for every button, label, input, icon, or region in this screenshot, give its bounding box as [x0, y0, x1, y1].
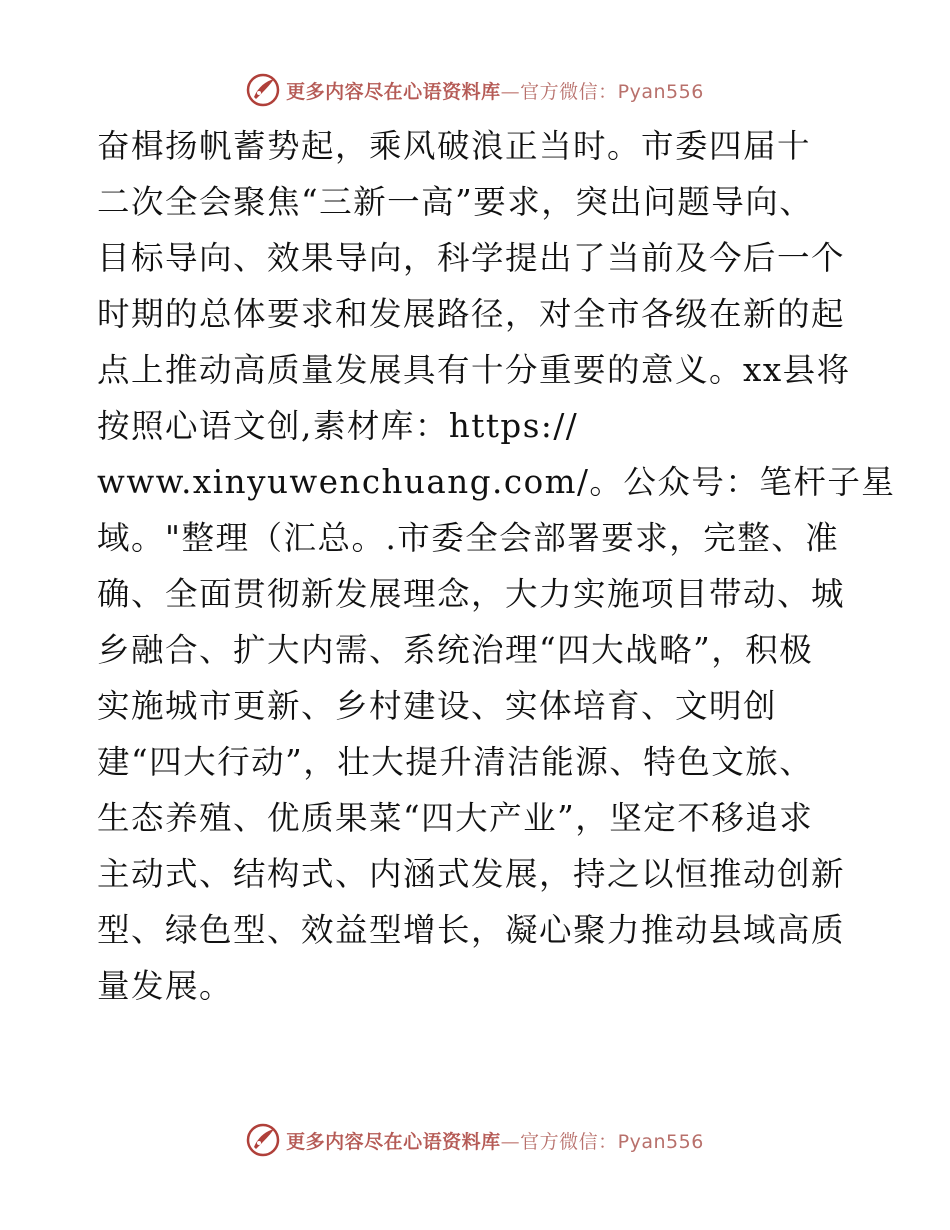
body-line: 域。"整理（汇总。.市委全会部署要求，完整、准 [97, 519, 840, 557]
footer-text [286, 1127, 704, 1154]
body-line: 主动式、结构式、内涵式发展，持之以恒推动创新 [97, 855, 846, 893]
body-line: 时期的总体要求和发展路径，对全市各级在新的起 [97, 295, 846, 333]
body-line: 实施城市更新、乡村建设、实体培育、文明创 [97, 687, 778, 725]
body-line: 量发展。 [97, 967, 234, 1005]
header-separator: — [500, 80, 521, 103]
article-body [97, 118, 896, 1014]
body-line: www.xinyuwenchuang.com/。公众号：笔杆子星 [97, 463, 896, 501]
footer-wechat: 官方微信：Pyan556 [520, 1130, 704, 1153]
body-line: 生态养殖、优质果菜“四大产业”，坚定不移追求 [97, 799, 814, 837]
body-line: 乡融合、扩大内需、系统治理“四大战略”，积极 [97, 631, 814, 669]
body-line: 点上推动高质量发展具有十分重要的意义。xx县将 [97, 351, 851, 389]
body-line: 型、绿色型、效益型增长，凝心聚力推动县域高质 [97, 911, 846, 949]
footer-banner [0, 1120, 950, 1160]
body-line: 奋楫扬帆蓄势起，乘风破浪正当时。市委四届十 [97, 127, 812, 165]
header-text [286, 77, 704, 104]
footer-separator: — [500, 1130, 521, 1153]
body-line: 二次全会聚焦“三新一高”要求，突出问题导向、 [97, 183, 814, 221]
body-line: 建“四大行动”，壮大提升清洁能源、特色文旅、 [97, 743, 814, 781]
header-wechat: 官方微信：Pyan556 [520, 80, 704, 103]
header-brand: 更多内容尽在心语资料库 [286, 80, 501, 103]
header-banner [0, 70, 950, 110]
body-line: 目标导向、效果导向，科学提出了当前及今后一个 [97, 239, 846, 277]
body-line: 按照心语文创,素材库：https:// [97, 407, 579, 445]
body-line: 确、全面贯彻新发展理念，大力实施项目带动、城 [97, 575, 846, 613]
pen-nib-logo-icon [246, 1123, 280, 1157]
pen-nib-logo-icon [246, 73, 280, 107]
footer-brand: 更多内容尽在心语资料库 [286, 1130, 501, 1153]
